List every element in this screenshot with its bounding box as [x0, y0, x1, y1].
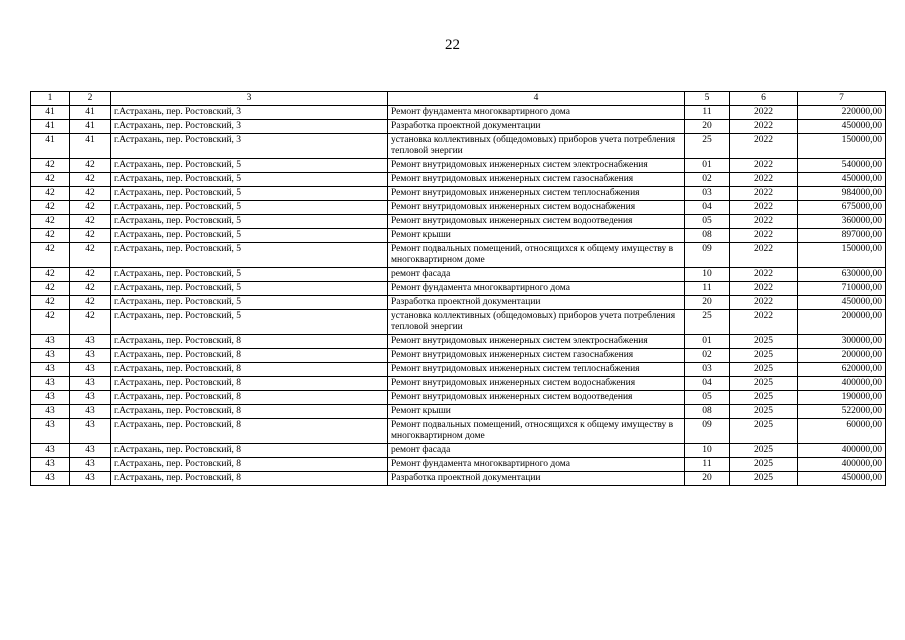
- year-cell: 2025: [730, 363, 798, 377]
- work-code-cell: 11: [685, 458, 730, 472]
- row-index-cell: 42: [31, 268, 70, 282]
- work-type-cell: Ремонт фундамента многоквартирного дома: [388, 106, 685, 120]
- address-cell: г.Астрахань, пер. Ростовский, 5: [111, 296, 388, 310]
- year-cell: 2025: [730, 349, 798, 363]
- group-number-cell: 43: [70, 335, 111, 349]
- year-cell: 2025: [730, 377, 798, 391]
- year-cell: 2022: [730, 243, 798, 268]
- row-index-cell: 41: [31, 120, 70, 134]
- year-cell: 2022: [730, 173, 798, 187]
- group-number-cell: 42: [70, 159, 111, 173]
- work-type-cell: Ремонт внутридомовых инженерных систем электроснабжения: [388, 335, 685, 349]
- work-type-cell: Разработка проектной документации: [388, 296, 685, 310]
- group-number-cell: 41: [70, 106, 111, 120]
- table-row: [31, 268, 886, 282]
- cost-cell: 897000,00: [798, 229, 886, 243]
- work-code-cell: 03: [685, 363, 730, 377]
- table-row: [31, 159, 886, 173]
- group-number-cell: 43: [70, 363, 111, 377]
- table-row: [31, 310, 886, 335]
- cost-cell: 710000,00: [798, 282, 886, 296]
- table-row: [31, 243, 886, 268]
- address-cell: г.Астрахань, пер. Ростовский, 3: [111, 134, 388, 159]
- address-cell: г.Астрахань, пер. Ростовский, 8: [111, 405, 388, 419]
- header-cell: 5: [685, 92, 730, 106]
- work-type-cell: установка коллективных (общедомовых) приборов учета потребления тепловой энергии: [388, 134, 685, 159]
- work-type-cell: Ремонт внутридомовых инженерных систем теплоснабжения: [388, 363, 685, 377]
- cost-cell: 200000,00: [798, 310, 886, 335]
- cost-cell: 540000,00: [798, 159, 886, 173]
- row-index-cell: 42: [31, 173, 70, 187]
- work-code-cell: 09: [685, 419, 730, 444]
- row-index-cell: 42: [31, 201, 70, 215]
- table-row: [31, 349, 886, 363]
- year-cell: 2022: [730, 229, 798, 243]
- table-row: [31, 106, 886, 120]
- header-cell: 4: [388, 92, 685, 106]
- work-type-cell: Ремонт внутридомовых инженерных систем водоотведения: [388, 215, 685, 229]
- work-code-cell: 01: [685, 335, 730, 349]
- address-cell: г.Астрахань, пер. Ростовский, 5: [111, 201, 388, 215]
- cost-cell: 630000,00: [798, 268, 886, 282]
- address-cell: г.Астрахань, пер. Ростовский, 8: [111, 444, 388, 458]
- cost-cell: 675000,00: [798, 201, 886, 215]
- work-code-cell: 10: [685, 268, 730, 282]
- table-row: [31, 472, 886, 486]
- row-index-cell: 42: [31, 187, 70, 201]
- work-type-cell: Ремонт подвальных помещений, относящихся к общему имуществу в многоквартирном доме: [388, 243, 685, 268]
- year-cell: 2025: [730, 405, 798, 419]
- cost-cell: 450000,00: [798, 296, 886, 310]
- group-number-cell: 42: [70, 268, 111, 282]
- table-row: [31, 377, 886, 391]
- table-row: [31, 201, 886, 215]
- row-index-cell: 41: [31, 134, 70, 159]
- address-cell: г.Астрахань, пер. Ростовский, 8: [111, 458, 388, 472]
- row-index-cell: 42: [31, 296, 70, 310]
- work-code-cell: 05: [685, 391, 730, 405]
- table-row: [31, 296, 886, 310]
- work-type-cell: Ремонт крыши: [388, 405, 685, 419]
- group-number-cell: 41: [70, 134, 111, 159]
- table-row: [31, 444, 886, 458]
- address-cell: г.Астрахань, пер. Ростовский, 5: [111, 215, 388, 229]
- group-number-cell: 43: [70, 458, 111, 472]
- year-cell: 2022: [730, 310, 798, 335]
- table-row: [31, 391, 886, 405]
- group-number-cell: 42: [70, 282, 111, 296]
- year-cell: 2022: [730, 201, 798, 215]
- address-cell: г.Астрахань, пер. Ростовский, 5: [111, 187, 388, 201]
- year-cell: 2025: [730, 419, 798, 444]
- address-cell: г.Астрахань, пер. Ростовский, 5: [111, 268, 388, 282]
- cost-cell: 400000,00: [798, 444, 886, 458]
- address-cell: г.Астрахань, пер. Ростовский, 5: [111, 173, 388, 187]
- group-number-cell: 43: [70, 419, 111, 444]
- cost-cell: 450000,00: [798, 120, 886, 134]
- header-cell: 6: [730, 92, 798, 106]
- row-index-cell: 43: [31, 349, 70, 363]
- header-row: [31, 92, 886, 106]
- cost-cell: 522000,00: [798, 405, 886, 419]
- address-cell: г.Астрахань, пер. Ростовский, 8: [111, 335, 388, 349]
- table-row: [31, 187, 886, 201]
- group-number-cell: 43: [70, 391, 111, 405]
- work-type-cell: Ремонт внутридомовых инженерных систем водоснабжения: [388, 377, 685, 391]
- work-code-cell: 20: [685, 120, 730, 134]
- cost-cell: 984000,00: [798, 187, 886, 201]
- address-cell: г.Астрахань, пер. Ростовский, 5: [111, 229, 388, 243]
- work-type-cell: Ремонт внутридомовых инженерных систем водоотведения: [388, 391, 685, 405]
- table-row: [31, 229, 886, 243]
- year-cell: 2025: [730, 472, 798, 486]
- work-code-cell: 05: [685, 215, 730, 229]
- table-row: [31, 120, 886, 134]
- group-number-cell: 42: [70, 296, 111, 310]
- group-number-cell: 42: [70, 187, 111, 201]
- row-index-cell: 43: [31, 391, 70, 405]
- work-code-cell: 09: [685, 243, 730, 268]
- work-type-cell: ремонт фасада: [388, 268, 685, 282]
- row-index-cell: 43: [31, 335, 70, 349]
- cost-cell: 220000,00: [798, 106, 886, 120]
- table-row: [31, 405, 886, 419]
- group-number-cell: 43: [70, 444, 111, 458]
- group-number-cell: 42: [70, 173, 111, 187]
- table-row: [31, 215, 886, 229]
- table-row: [31, 282, 886, 296]
- group-number-cell: 43: [70, 377, 111, 391]
- row-index-cell: 43: [31, 377, 70, 391]
- year-cell: 2022: [730, 120, 798, 134]
- work-type-cell: ремонт фасада: [388, 444, 685, 458]
- cost-cell: 450000,00: [798, 472, 886, 486]
- row-index-cell: 42: [31, 159, 70, 173]
- header-cell: 7: [798, 92, 886, 106]
- row-index-cell: 43: [31, 363, 70, 377]
- work-type-cell: установка коллективных (общедомовых) приборов учета потребления тепловой энергии: [388, 310, 685, 335]
- work-type-cell: Ремонт внутридомовых инженерных систем газоснабжения: [388, 173, 685, 187]
- year-cell: 2022: [730, 268, 798, 282]
- table-row: [31, 134, 886, 159]
- work-type-cell: Ремонт крыши: [388, 229, 685, 243]
- year-cell: 2025: [730, 444, 798, 458]
- year-cell: 2022: [730, 106, 798, 120]
- work-code-cell: 25: [685, 310, 730, 335]
- address-cell: г.Астрахань, пер. Ростовский, 8: [111, 419, 388, 444]
- address-cell: г.Астрахань, пер. Ростовский, 8: [111, 349, 388, 363]
- work-code-cell: 08: [685, 229, 730, 243]
- group-number-cell: 42: [70, 201, 111, 215]
- year-cell: 2022: [730, 215, 798, 229]
- group-number-cell: 43: [70, 349, 111, 363]
- work-code-cell: 11: [685, 106, 730, 120]
- group-number-cell: 42: [70, 243, 111, 268]
- work-code-cell: 02: [685, 349, 730, 363]
- cost-cell: 200000,00: [798, 349, 886, 363]
- table-row: [31, 335, 886, 349]
- work-type-cell: Ремонт фундамента многоквартирного дома: [388, 458, 685, 472]
- work-code-cell: 01: [685, 159, 730, 173]
- group-number-cell: 42: [70, 310, 111, 335]
- year-cell: 2022: [730, 296, 798, 310]
- group-number-cell: 43: [70, 472, 111, 486]
- work-code-cell: 20: [685, 296, 730, 310]
- header-cell: 3: [111, 92, 388, 106]
- year-cell: 2022: [730, 134, 798, 159]
- address-cell: г.Астрахань, пер. Ростовский, 8: [111, 377, 388, 391]
- cost-cell: 60000,00: [798, 419, 886, 444]
- row-index-cell: 43: [31, 458, 70, 472]
- header-cell: 2: [70, 92, 111, 106]
- address-cell: г.Астрахань, пер. Ростовский, 5: [111, 243, 388, 268]
- cost-cell: 190000,00: [798, 391, 886, 405]
- row-index-cell: 43: [31, 405, 70, 419]
- address-cell: г.Астрахань, пер. Ростовский, 5: [111, 310, 388, 335]
- row-index-cell: 43: [31, 444, 70, 458]
- row-index-cell: 42: [31, 310, 70, 335]
- table-row: [31, 419, 886, 444]
- work-type-cell: Разработка проектной документации: [388, 472, 685, 486]
- work-code-cell: 11: [685, 282, 730, 296]
- year-cell: 2022: [730, 159, 798, 173]
- group-number-cell: 42: [70, 215, 111, 229]
- table-row: [31, 458, 886, 472]
- address-cell: г.Астрахань, пер. Ростовский, 5: [111, 282, 388, 296]
- row-index-cell: 43: [31, 472, 70, 486]
- year-cell: 2022: [730, 282, 798, 296]
- work-type-cell: Ремонт внутридомовых инженерных систем электроснабжения: [388, 159, 685, 173]
- address-cell: г.Астрахань, пер. Ростовский, 8: [111, 363, 388, 377]
- work-code-cell: 03: [685, 187, 730, 201]
- row-index-cell: 42: [31, 282, 70, 296]
- work-code-cell: 08: [685, 405, 730, 419]
- group-number-cell: 42: [70, 229, 111, 243]
- work-code-cell: 04: [685, 201, 730, 215]
- address-cell: г.Астрахань, пер. Ростовский, 5: [111, 159, 388, 173]
- cost-cell: 300000,00: [798, 335, 886, 349]
- table-row: [31, 363, 886, 377]
- row-index-cell: 43: [31, 419, 70, 444]
- table-row: [31, 173, 886, 187]
- cost-cell: 620000,00: [798, 363, 886, 377]
- registry-table: [30, 91, 886, 486]
- work-type-cell: Ремонт фундамента многоквартирного дома: [388, 282, 685, 296]
- row-index-cell: 42: [31, 243, 70, 268]
- cost-cell: 450000,00: [798, 173, 886, 187]
- year-cell: 2025: [730, 391, 798, 405]
- work-type-cell: Разработка проектной документации: [388, 120, 685, 134]
- work-code-cell: 25: [685, 134, 730, 159]
- group-number-cell: 43: [70, 405, 111, 419]
- address-cell: г.Астрахань, пер. Ростовский, 3: [111, 106, 388, 120]
- work-type-cell: Ремонт внутридомовых инженерных систем водоснабжения: [388, 201, 685, 215]
- address-cell: г.Астрахань, пер. Ростовский, 8: [111, 472, 388, 486]
- work-type-cell: Ремонт подвальных помещений, относящихся к общему имуществу в многоквартирном доме: [388, 419, 685, 444]
- table-body: [31, 106, 886, 486]
- row-index-cell: 41: [31, 106, 70, 120]
- year-cell: 2025: [730, 458, 798, 472]
- year-cell: 2022: [730, 187, 798, 201]
- row-index-cell: 42: [31, 229, 70, 243]
- year-cell: 2025: [730, 335, 798, 349]
- address-cell: г.Астрахань, пер. Ростовский, 8: [111, 391, 388, 405]
- work-type-cell: Ремонт внутридомовых инженерных систем теплоснабжения: [388, 187, 685, 201]
- cost-cell: 360000,00: [798, 215, 886, 229]
- header-cell: 1: [31, 92, 70, 106]
- address-cell: г.Астрахань, пер. Ростовский, 3: [111, 120, 388, 134]
- cost-cell: 400000,00: [798, 458, 886, 472]
- group-number-cell: 41: [70, 120, 111, 134]
- work-code-cell: 20: [685, 472, 730, 486]
- work-type-cell: Ремонт внутридомовых инженерных систем газоснабжения: [388, 349, 685, 363]
- cost-cell: 400000,00: [798, 377, 886, 391]
- page-number: 22: [445, 37, 460, 53]
- cost-cell: 150000,00: [798, 243, 886, 268]
- row-index-cell: 42: [31, 215, 70, 229]
- work-code-cell: 02: [685, 173, 730, 187]
- work-code-cell: 04: [685, 377, 730, 391]
- work-code-cell: 10: [685, 444, 730, 458]
- cost-cell: 150000,00: [798, 134, 886, 159]
